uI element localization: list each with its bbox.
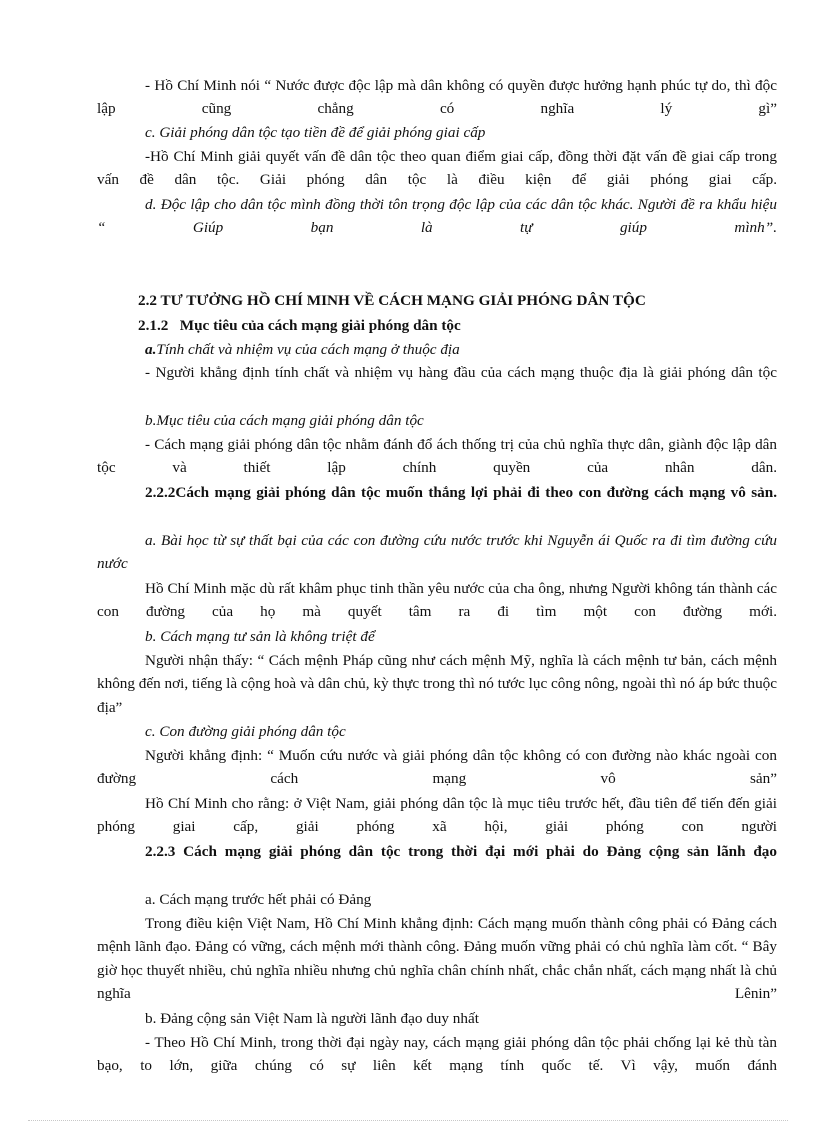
subsection-heading-2-2-2: 2.2.2Cách mạng giải phóng dân tộc muốn thắng lợi phải đi theo con đường cách mạng vô sản.: [145, 484, 777, 501]
paragraph-french-american-revolution: Người nhận thấy: “ Cách mệnh Pháp cũng như cách mệnh Mỹ, nghĩa là cách mệnh tư bản, cách mệnh không đến nơi, tiếng là cộng hoà và dân chủ, kỳ thực trong thì nó tước lục công nông, ngoài thì nó áp bức thuộc địa”: [97, 652, 777, 716]
paragraph-d-independence: d. Độc lập cho dân tộc mình đồng thời tôn trọng độc lập của các dân tộc khác. Người đề ra khẩu hiệu “ Giúp bạn là tự giúp mình”.: [97, 196, 777, 237]
page-bottom-divider: [28, 1120, 788, 1121]
paragraph-b-sole-leader: b. Đảng cộng sản Việt Nam là người lãnh đạo duy nhất: [145, 1010, 479, 1027]
paragraph-international-enemy: - Theo Hồ Chí Minh, trong thời đại ngày nay, cách mạng giải phóng dân tộc phải chống lại kẻ thù tàn bạo, to lớn, giữa chúng có sự liên kết mạng tính quốc tế. Vì vậy, muốn đánh: [97, 1034, 777, 1075]
subsection-number: 2.1.2: [138, 317, 169, 334]
section-heading-2-2: 2.2 TƯ TƯỞNG HỒ CHÍ MINH VỀ CÁCH MẠNG GIẢI PHÓNG DÂN TỘC: [138, 292, 646, 309]
subheading-b-goal: b.Mục tiêu của cách mạng giải phóng dân tộc: [145, 412, 424, 429]
paragraph-party-leadership: Trong điều kiện Việt Nam, Hồ Chí Minh khẳng định: Cách mạng muốn thành công phải có Đảng cách mệnh lãnh đạo. Đảng có vững, cách mệnh mới thành công. Đảng muốn vững phải có chủ nghĩa làm cốt. “ Bây giờ học thuyết nhiều, chủ nghĩa nhiều nhưng chủ nghĩa chân chính nhất, chắc chắn nhất, cách mạng nhất là chủ nghĩa Lênin”: [97, 915, 777, 1003]
paragraph-goal-content: - Cách mạng giải phóng dân tộc nhằm đánh đổ ách thống trị của chủ nghĩa thực dân, giành độc lập dân tộc và thiết lập chính quyền của nhân dân.: [97, 436, 777, 477]
paragraph-class-nation: -Hồ Chí Minh giải quyết vấn đề dân tộc theo quan điểm giai cấp, đồng thời đặt vấn đề giai cấp trong vấn đề dân tộc. Giải phóng dân tộc là điều kiện để giải phóng giai cấp.: [97, 148, 777, 189]
paragraph-a-party-first: a. Cách mạng trước hết phải có Đảng: [145, 891, 372, 908]
subheading-a-number: a.: [145, 341, 157, 358]
paragraph-a-lessons: a. Bài học từ sự thất bại của các con đường cứu nước trước khi Nguyễn ái Quốc ra đi tìm đường cứu nước: [97, 532, 777, 573]
subheading-a-title: Tính chất và nhiệm vụ của cách mạng ở thuộc địa: [156, 341, 460, 358]
subheading-b-bourgeois: b. Cách mạng tư sản là không triệt để: [145, 628, 375, 645]
subheading-c-path: c. Con đường giải phóng dân tộc: [145, 723, 346, 740]
subsection-title: Mục tiêu của cách mạng giải phóng dân tộc: [179, 317, 461, 334]
subsection-heading-2-1-2: [138, 314, 778, 337]
paragraph-independence-quote: - Hồ Chí Minh nói “ Nước được độc lập mà dân không có quyền được hưởng hạnh phúc tự do, thì độc lập cũng chẳng có nghĩa lý gì”: [97, 77, 777, 118]
paragraph-proletarian-path: Người khẳng định: “ Muốn cứu nước và giải phóng dân tộc không có con đường nào khác ngoài con đường cách mạng vô sản”: [97, 747, 777, 788]
paragraph-vietnam-goal: Hồ Chí Minh cho rằng: ở Việt Nam, giải phóng dân tộc là mục tiêu trước hết, đầu tiên để tiến đến giải phóng giai cấp, giải phóng xã hội, giải phóng con người: [97, 795, 777, 836]
paragraph-new-path: Hồ Chí Minh mặc dù rất khâm phục tinh thần yêu nước của cha ông, nhưng Người không tán thành các con đường của họ mà quyết tâm ra đi tìm một con đường mới.: [97, 580, 777, 621]
paragraph-nature-tasks: - Người khẳng định tính chất và nhiệm vụ hàng đầu của cách mạng thuộc địa là giải phóng dân tộc: [145, 364, 777, 381]
subsection-heading-2-2-3: 2.2.3 Cách mạng giải phóng dân tộc trong thời đại mới phải do Đảng cộng sản lãnh đạo: [145, 843, 777, 860]
subheading-c-liberation: c. Giải phóng dân tộc tạo tiền đề để giải phóng giai cấp: [145, 124, 486, 141]
subheading-a-nature: [145, 338, 816, 361]
